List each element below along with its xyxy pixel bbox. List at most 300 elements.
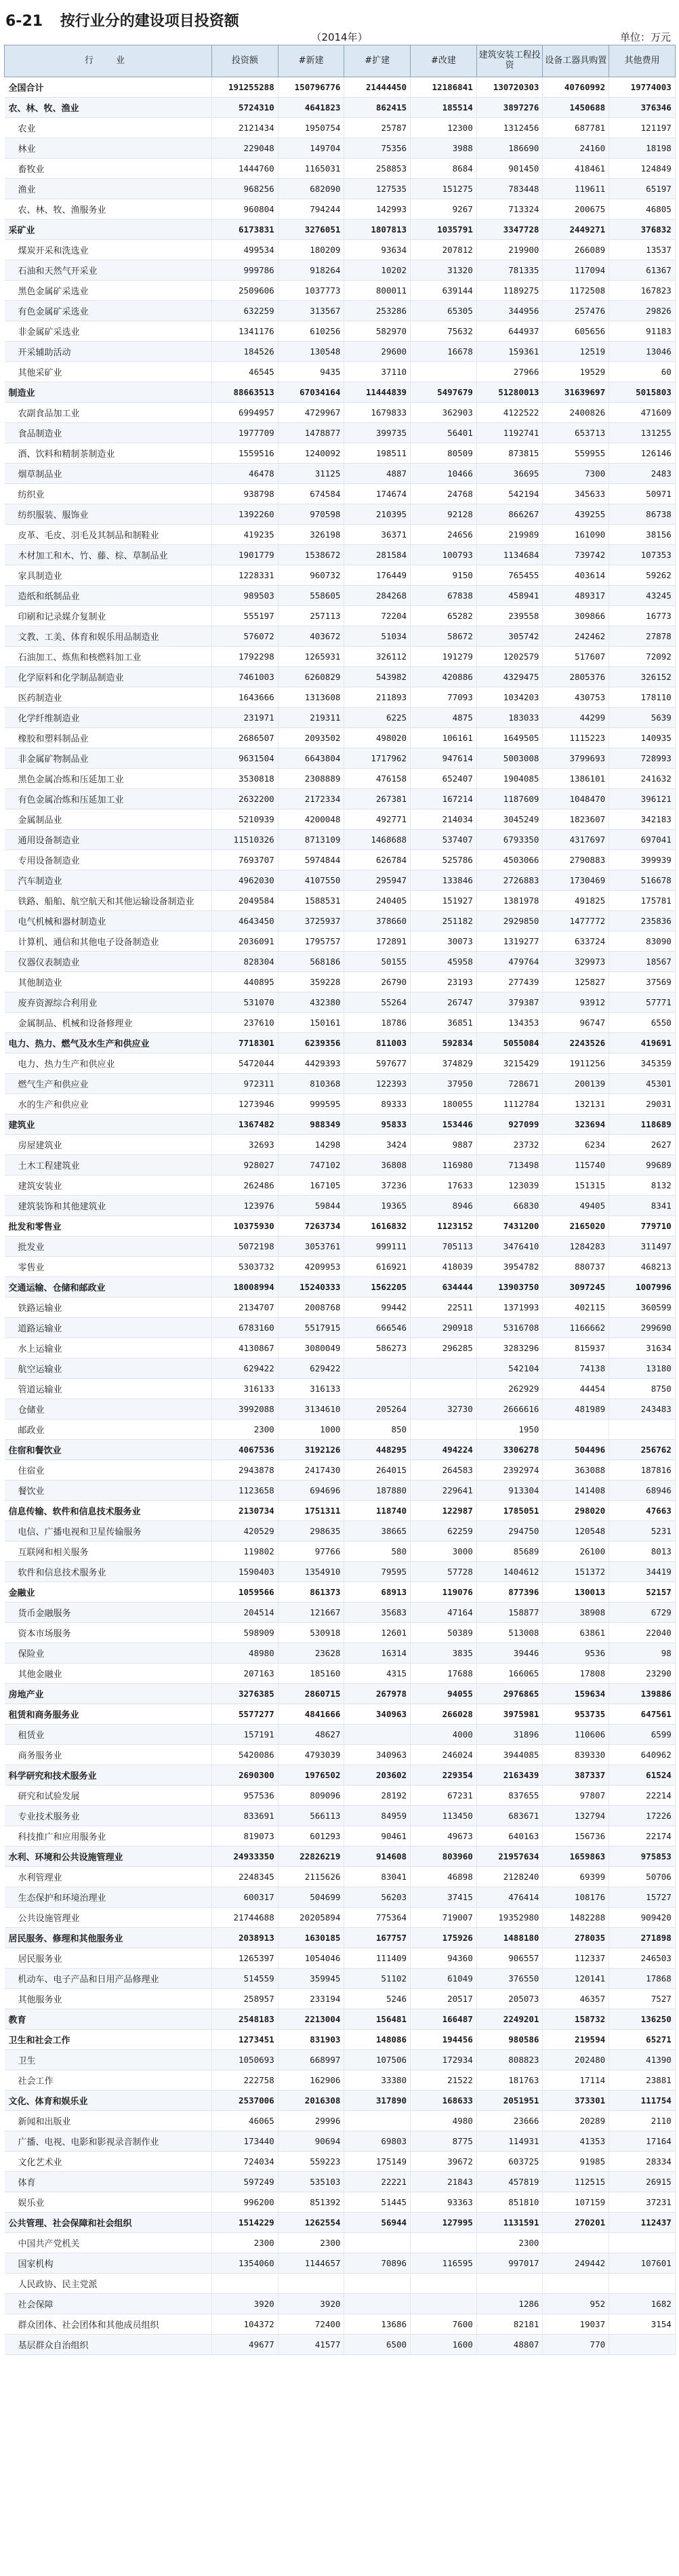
table-row bbox=[5, 870, 676, 891]
value-cell: 2249201 bbox=[476, 2009, 543, 2030]
value-cell: 251182 bbox=[411, 911, 477, 931]
value-cell: 126146 bbox=[609, 443, 676, 464]
value-cell: 728671 bbox=[476, 1074, 543, 1094]
value-cell: 123039 bbox=[476, 1175, 543, 1196]
value-cell: 2666616 bbox=[476, 1399, 543, 1420]
value-cell: 2548183 bbox=[212, 2009, 279, 2030]
value-cell: 181763 bbox=[476, 2070, 543, 2091]
value-cell: 72092 bbox=[609, 647, 676, 667]
value-cell: 739742 bbox=[543, 545, 609, 565]
value-cell: 31639697 bbox=[543, 382, 609, 403]
value-cell: 313567 bbox=[278, 301, 344, 321]
value-cell: 30073 bbox=[411, 931, 477, 952]
value-cell: 5015803 bbox=[609, 382, 676, 403]
industry-name: 金属制品业 bbox=[5, 809, 212, 830]
value-cell: 2509606 bbox=[212, 281, 279, 301]
value-cell: 67838 bbox=[411, 586, 477, 606]
industry-name: 农副食品加工业 bbox=[5, 403, 212, 423]
value-cell: 6239356 bbox=[278, 1033, 344, 1053]
column-header: 建筑安装工程投资 bbox=[476, 45, 543, 77]
value-cell: 8013 bbox=[609, 1542, 676, 1562]
value-cell bbox=[344, 1379, 411, 1399]
value-cell: 1265931 bbox=[278, 647, 344, 667]
value-cell: 295947 bbox=[344, 870, 411, 891]
value-cell: 107353 bbox=[609, 545, 676, 565]
value-cell: 13686 bbox=[344, 2314, 411, 2335]
value-cell: 161090 bbox=[543, 525, 609, 545]
value-cell: 7600 bbox=[411, 2314, 477, 2335]
value-cell: 203602 bbox=[344, 1765, 411, 1786]
table-row bbox=[5, 1338, 676, 1359]
value-cell: 13903750 bbox=[476, 1277, 543, 1297]
value-cell: 18786 bbox=[344, 1013, 411, 1033]
table-row bbox=[5, 728, 676, 748]
value-cell: 4130867 bbox=[212, 1338, 279, 1359]
value-cell: 20289 bbox=[543, 2111, 609, 2131]
value-cell: 67034164 bbox=[278, 382, 344, 403]
value-cell: 235836 bbox=[609, 911, 676, 931]
value-cell: 27966 bbox=[476, 362, 543, 382]
value-cell: 1404612 bbox=[476, 1562, 543, 1582]
table-row bbox=[5, 1013, 676, 1033]
industry-name: 货币金融服务 bbox=[5, 1603, 212, 1623]
value-cell: 3897276 bbox=[476, 98, 543, 118]
value-cell: 38156 bbox=[609, 525, 676, 545]
value-cell: 200675 bbox=[543, 199, 609, 220]
value-cell: 4887 bbox=[344, 464, 411, 484]
value-cell: 49405 bbox=[543, 1196, 609, 1216]
value-cell: 809096 bbox=[278, 1786, 344, 1806]
value-cell: 781335 bbox=[476, 260, 543, 281]
value-cell: 17164 bbox=[609, 2131, 676, 2152]
value-cell: 219594 bbox=[543, 2030, 609, 2050]
value-cell: 1262554 bbox=[278, 2213, 344, 2233]
industry-name: 卫生和社会工作 bbox=[5, 2030, 212, 2050]
value-cell: 51445 bbox=[344, 2192, 411, 2213]
value-cell: 142993 bbox=[344, 199, 411, 220]
value-cell: 7263734 bbox=[278, 1216, 344, 1236]
value-cell: 22214 bbox=[609, 1786, 676, 1806]
value-cell: 1911256 bbox=[543, 1053, 609, 1074]
value-cell: 2417430 bbox=[278, 1460, 344, 1481]
value-cell: 1795757 bbox=[278, 931, 344, 952]
value-cell: 1792298 bbox=[212, 647, 279, 667]
industry-name: 农、林、牧、渔服务业 bbox=[5, 199, 212, 220]
value-cell: 68913 bbox=[344, 1582, 411, 1603]
value-cell bbox=[411, 2294, 477, 2314]
industry-name: 信息传输、软件和信息技术服务业 bbox=[5, 1501, 212, 1521]
value-cell: 219989 bbox=[476, 525, 543, 545]
value-cell: 914608 bbox=[344, 1847, 411, 1867]
value-cell: 29996 bbox=[278, 2111, 344, 2131]
value-cell: 36695 bbox=[476, 464, 543, 484]
value-cell: 311497 bbox=[609, 1236, 676, 1257]
value-cell: 45301 bbox=[609, 1074, 676, 1094]
industry-name: 房地产业 bbox=[5, 1684, 212, 1704]
table-row bbox=[5, 1257, 676, 1277]
value-cell: 1901779 bbox=[212, 545, 279, 565]
value-cell: 63861 bbox=[543, 1623, 609, 1643]
value-cell: 47663 bbox=[609, 1501, 676, 1521]
value-cell: 149704 bbox=[278, 138, 344, 159]
value-cell: 387337 bbox=[543, 1765, 609, 1786]
value-cell: 566113 bbox=[278, 1806, 344, 1826]
table-row bbox=[5, 1969, 676, 1989]
table-row bbox=[5, 565, 676, 586]
table-row bbox=[5, 586, 676, 606]
value-cell: 1286 bbox=[476, 2294, 543, 2314]
value-cell: 24656 bbox=[411, 525, 477, 545]
industry-name: 科学研究和技术服务业 bbox=[5, 1765, 212, 1786]
industry-name: 中国共产党机关 bbox=[5, 2233, 212, 2253]
value-cell: 140935 bbox=[609, 728, 676, 748]
value-cell: 2300 bbox=[212, 2233, 279, 2253]
value-cell: 17633 bbox=[411, 1175, 477, 1196]
value-cell: 167823 bbox=[609, 281, 676, 301]
value-cell: 28334 bbox=[609, 2152, 676, 2172]
value-cell: 2860715 bbox=[278, 1684, 344, 1704]
value-cell: 975853 bbox=[609, 1847, 676, 1867]
industry-name: 新闻和出版业 bbox=[5, 2111, 212, 2131]
value-cell: 4875 bbox=[411, 708, 477, 728]
value-cell: 374829 bbox=[411, 1053, 477, 1074]
value-cell: 237610 bbox=[212, 1013, 279, 1033]
value-cell: 1823607 bbox=[543, 809, 609, 830]
value-cell: 38908 bbox=[543, 1603, 609, 1623]
value-cell: 37415 bbox=[411, 1887, 477, 1908]
value-cell bbox=[344, 2233, 411, 2253]
value-cell: 66830 bbox=[476, 1196, 543, 1216]
value-cell: 1950754 bbox=[278, 118, 344, 138]
value-cell: 186690 bbox=[476, 138, 543, 159]
value-cell: 833691 bbox=[212, 1806, 279, 1826]
value-cell: 988349 bbox=[278, 1114, 344, 1135]
value-cell: 200139 bbox=[543, 1074, 609, 1094]
value-cell: 139886 bbox=[609, 1684, 676, 1704]
value-cell: 2976865 bbox=[476, 1684, 543, 1704]
value-cell: 543982 bbox=[344, 667, 411, 687]
value-cell: 257476 bbox=[543, 301, 609, 321]
value-cell: 3045249 bbox=[476, 809, 543, 830]
value-cell: 639144 bbox=[411, 281, 477, 301]
value-cell: 316133 bbox=[212, 1379, 279, 1399]
value-cell: 376550 bbox=[476, 1969, 543, 1989]
section-row bbox=[5, 77, 676, 98]
table-row bbox=[5, 260, 676, 281]
value-cell: 79595 bbox=[344, 1562, 411, 1582]
value-cell: 40760992 bbox=[543, 77, 609, 98]
table-row bbox=[5, 1074, 676, 1094]
value-cell: 960804 bbox=[212, 199, 279, 220]
value-cell: 800011 bbox=[344, 281, 411, 301]
industry-name: 批发和零售业 bbox=[5, 1216, 212, 1236]
value-cell: 95833 bbox=[344, 1114, 411, 1135]
value-cell: 728993 bbox=[609, 748, 676, 769]
value-cell: 158732 bbox=[543, 2009, 609, 2030]
table-row bbox=[5, 525, 676, 545]
value-cell: 25787 bbox=[344, 118, 411, 138]
industry-name: 研究和试验发展 bbox=[5, 1786, 212, 1806]
value-cell: 262486 bbox=[212, 1175, 279, 1196]
industry-name: 建筑业 bbox=[5, 1114, 212, 1135]
value-cell: 37236 bbox=[344, 1175, 411, 1196]
value-cell: 167757 bbox=[344, 1928, 411, 1948]
value-cell: 150161 bbox=[278, 1013, 344, 1033]
industry-name: 餐饮业 bbox=[5, 1481, 212, 1501]
value-cell: 3530818 bbox=[212, 769, 279, 789]
table-row bbox=[5, 1359, 676, 1379]
table-row bbox=[5, 1603, 676, 1623]
value-cell: 82181 bbox=[476, 2314, 543, 2335]
value-cell: 610256 bbox=[278, 321, 344, 342]
value-cell: 18567 bbox=[609, 952, 676, 972]
value-cell: 359945 bbox=[278, 1969, 344, 1989]
value-cell: 1144657 bbox=[278, 2253, 344, 2274]
value-cell: 96747 bbox=[543, 1013, 609, 1033]
table-row bbox=[5, 1948, 676, 1969]
value-cell: 57728 bbox=[411, 1562, 477, 1582]
value-cell: 1312456 bbox=[476, 118, 543, 138]
value-cell: 2130734 bbox=[212, 1501, 279, 1521]
industry-name: 计算机、通信和其他电子设备制造业 bbox=[5, 931, 212, 952]
value-cell: 440895 bbox=[212, 972, 279, 992]
value-cell: 928027 bbox=[212, 1155, 279, 1175]
value-cell: 210395 bbox=[344, 504, 411, 525]
value-cell: 3134610 bbox=[278, 1399, 344, 1420]
value-cell: 2008768 bbox=[278, 1297, 344, 1318]
value-cell: 97766 bbox=[278, 1542, 344, 1562]
value-cell: 682090 bbox=[278, 179, 344, 199]
value-cell: 1265397 bbox=[212, 1948, 279, 1969]
industry-name: 金属制品、机械和设备修理业 bbox=[5, 1013, 212, 1033]
value-cell: 19774003 bbox=[609, 77, 676, 98]
table-row bbox=[5, 159, 676, 179]
value-cell bbox=[543, 2274, 609, 2294]
value-cell: 258853 bbox=[344, 159, 411, 179]
value-cell: 24160 bbox=[543, 138, 609, 159]
value-cell: 267381 bbox=[344, 789, 411, 809]
value-cell: 559223 bbox=[278, 2152, 344, 2172]
value-cell: 92128 bbox=[411, 504, 477, 525]
value-cell: 1354060 bbox=[212, 2253, 279, 2274]
table-row bbox=[5, 992, 676, 1013]
value-cell: 2690300 bbox=[212, 1765, 279, 1786]
value-cell: 2929850 bbox=[476, 911, 543, 931]
value-cell: 187816 bbox=[609, 1460, 676, 1481]
value-cell bbox=[411, 362, 477, 382]
value-cell: 28192 bbox=[344, 1786, 411, 1806]
value-cell: 1172508 bbox=[543, 281, 609, 301]
value-cell: 1392260 bbox=[212, 504, 279, 525]
value-cell: 258957 bbox=[212, 1989, 279, 2009]
value-cell: 430753 bbox=[543, 687, 609, 708]
value-cell: 719007 bbox=[411, 1908, 477, 1928]
table-row bbox=[5, 179, 676, 199]
value-cell: 57771 bbox=[609, 992, 676, 1013]
table-row bbox=[5, 1094, 676, 1114]
value-cell: 340963 bbox=[344, 1745, 411, 1765]
value-cell: 3215429 bbox=[476, 1053, 543, 1074]
value-cell: 1477772 bbox=[543, 911, 609, 931]
value-cell bbox=[609, 1420, 676, 1440]
value-cell: 158877 bbox=[476, 1603, 543, 1623]
section-row bbox=[5, 1033, 676, 1053]
industry-name: 社会工作 bbox=[5, 2070, 212, 2091]
value-cell: 2093502 bbox=[278, 728, 344, 748]
value-cell: 999786 bbox=[212, 260, 279, 281]
value-cell: 5210939 bbox=[212, 809, 279, 830]
industry-name: 橡胶和塑料制品业 bbox=[5, 728, 212, 748]
value-cell: 323694 bbox=[543, 1114, 609, 1135]
value-cell: 211893 bbox=[344, 687, 411, 708]
value-cell: 49677 bbox=[212, 2335, 279, 2355]
industry-name: 基层群众自治组织 bbox=[5, 2335, 212, 2355]
value-cell: 39446 bbox=[476, 1643, 543, 1664]
value-cell: 3283296 bbox=[476, 1338, 543, 1359]
value-cell: 113450 bbox=[411, 1806, 477, 1826]
value-cell: 281584 bbox=[344, 545, 411, 565]
table-body bbox=[5, 77, 676, 2355]
industry-name: 黑色金属冶炼和压延加工业 bbox=[5, 769, 212, 789]
value-cell: 45958 bbox=[411, 952, 477, 972]
value-cell: 5639 bbox=[609, 708, 676, 728]
value-cell: 249442 bbox=[543, 2253, 609, 2274]
industry-name: 畜牧业 bbox=[5, 159, 212, 179]
value-cell: 2449271 bbox=[543, 220, 609, 240]
value-cell: 122987 bbox=[411, 1501, 477, 1521]
value-cell: 46898 bbox=[411, 1867, 477, 1887]
value-cell: 2038913 bbox=[212, 1928, 279, 1948]
industry-name: 纺织业 bbox=[5, 484, 212, 504]
value-cell: 59262 bbox=[609, 565, 676, 586]
value-cell: 12186841 bbox=[411, 77, 477, 98]
industry-name: 租赁业 bbox=[5, 1725, 212, 1745]
value-cell: 1284283 bbox=[543, 1236, 609, 1257]
value-cell: 2213004 bbox=[278, 2009, 344, 2030]
value-cell: 185514 bbox=[411, 98, 477, 118]
industry-name: 人民政协、民主党派 bbox=[5, 2274, 212, 2294]
value-cell: 851392 bbox=[278, 2192, 344, 2213]
value-cell: 5072198 bbox=[212, 1236, 279, 1257]
value-cell: 705113 bbox=[411, 1236, 477, 1257]
value-cell: 61367 bbox=[609, 260, 676, 281]
value-cell: 65305 bbox=[411, 301, 477, 321]
value-cell: 3306278 bbox=[476, 1440, 543, 1460]
value-cell: 207812 bbox=[411, 240, 477, 260]
value-cell: 344956 bbox=[476, 301, 543, 321]
value-cell: 34419 bbox=[609, 1562, 676, 1582]
value-cell: 601293 bbox=[278, 1826, 344, 1847]
value-cell: 4841666 bbox=[278, 1704, 344, 1725]
value-cell: 362903 bbox=[411, 403, 477, 423]
industry-name: 资本市场服务 bbox=[5, 1623, 212, 1643]
industry-name: 租赁和商务服务业 bbox=[5, 1704, 212, 1725]
value-cell: 75356 bbox=[344, 138, 411, 159]
value-cell: 229641 bbox=[411, 1481, 477, 1501]
value-cell: 111754 bbox=[609, 2091, 676, 2111]
value-cell: 542194 bbox=[476, 484, 543, 504]
value-cell: 3053761 bbox=[278, 1236, 344, 1257]
value-cell: 2016308 bbox=[278, 2091, 344, 2111]
section-row bbox=[5, 220, 676, 240]
value-cell: 1123152 bbox=[411, 1216, 477, 1236]
value-cell: 31125 bbox=[278, 464, 344, 484]
value-cell: 504699 bbox=[278, 1887, 344, 1908]
industry-name: 居民服务业 bbox=[5, 1948, 212, 1969]
value-cell: 697041 bbox=[609, 830, 676, 850]
table-row bbox=[5, 708, 676, 728]
industry-name: 非金属矿物制品业 bbox=[5, 748, 212, 769]
value-cell: 214034 bbox=[411, 809, 477, 830]
industry-name: 管道运输业 bbox=[5, 1379, 212, 1399]
value-cell: 3835 bbox=[411, 1643, 477, 1664]
value-cell: 770 bbox=[543, 2335, 609, 2355]
value-cell: 90694 bbox=[278, 2131, 344, 2152]
value-cell: 952 bbox=[543, 2294, 609, 2314]
value-cell: 1228331 bbox=[212, 565, 279, 586]
value-cell: 156736 bbox=[543, 1826, 609, 1847]
value-cell: 48627 bbox=[278, 1725, 344, 1745]
value-cell: 6793350 bbox=[476, 830, 543, 850]
value-cell: 46065 bbox=[212, 2111, 279, 2131]
value-cell: 1807813 bbox=[344, 220, 411, 240]
value-cell: 141408 bbox=[543, 1481, 609, 1501]
value-cell: 972311 bbox=[212, 1074, 279, 1094]
value-cell bbox=[411, 1359, 477, 1379]
industry-name: 采矿业 bbox=[5, 220, 212, 240]
table-row bbox=[5, 2050, 676, 2070]
value-cell: 419691 bbox=[609, 1033, 676, 1053]
value-cell: 378660 bbox=[344, 911, 411, 931]
value-cell: 156481 bbox=[344, 2009, 411, 2030]
value-cell: 7527 bbox=[609, 1989, 676, 2009]
value-cell: 819073 bbox=[212, 1826, 279, 1847]
value-cell: 531070 bbox=[212, 992, 279, 1013]
industry-name: 石油和天然气开采业 bbox=[5, 260, 212, 281]
value-cell: 1977709 bbox=[212, 423, 279, 443]
value-cell: 997017 bbox=[476, 2253, 543, 2274]
value-cell: 2686507 bbox=[212, 728, 279, 748]
industry-name: 金融业 bbox=[5, 1582, 212, 1603]
value-cell: 1037773 bbox=[278, 281, 344, 301]
value-cell: 999111 bbox=[344, 1236, 411, 1257]
industry-name: 渔业 bbox=[5, 179, 212, 199]
industry-name: 公共管理、社会保障和社会组织 bbox=[5, 2213, 212, 2233]
value-cell: 18008994 bbox=[212, 1277, 279, 1297]
value-cell: 7300 bbox=[543, 464, 609, 484]
value-cell: 80509 bbox=[411, 443, 477, 464]
value-cell: 1048470 bbox=[543, 789, 609, 809]
value-cell: 6783160 bbox=[212, 1318, 279, 1338]
table-row bbox=[5, 2335, 676, 2355]
value-cell: 8713109 bbox=[278, 830, 344, 850]
value-cell: 176449 bbox=[344, 565, 411, 586]
value-cell: 471609 bbox=[609, 403, 676, 423]
value-cell: 1123658 bbox=[212, 1481, 279, 1501]
industry-name: 酒、饮料和精制茶制造业 bbox=[5, 443, 212, 464]
value-cell: 98 bbox=[609, 1643, 676, 1664]
value-cell: 290918 bbox=[411, 1318, 477, 1338]
value-cell: 2049584 bbox=[212, 891, 279, 911]
industry-name: 建筑安装业 bbox=[5, 1175, 212, 1196]
value-cell: 481989 bbox=[543, 1399, 609, 1420]
value-cell: 124849 bbox=[609, 159, 676, 179]
value-cell: 6729 bbox=[609, 1603, 676, 1623]
value-cell: 448295 bbox=[344, 1440, 411, 1460]
value-cell: 130548 bbox=[278, 342, 344, 362]
value-cell: 90461 bbox=[344, 1826, 411, 1847]
value-cell: 5246 bbox=[344, 1989, 411, 2009]
